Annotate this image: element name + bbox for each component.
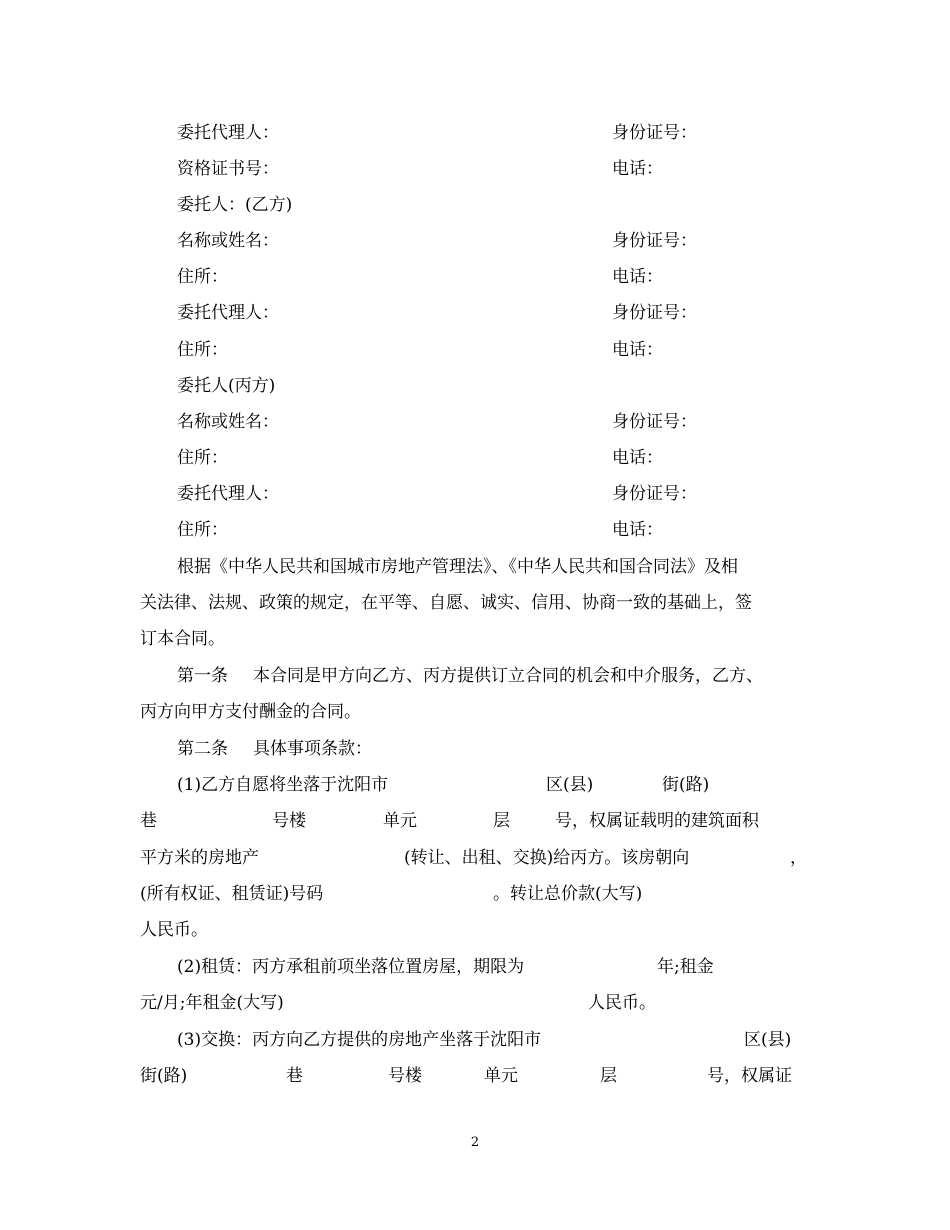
article-number: 第二条 [177,739,228,759]
item-text: 巷 [140,811,157,831]
item-text: 人民币。 [588,993,656,1013]
item-3-line [0,1024,950,1060]
article-1-line [0,696,950,732]
item-text: 号，权属证载明的建筑面积 [555,811,759,831]
party-heading [0,189,950,225]
article-number: 第一条 [177,666,228,686]
party-field-label: 委托代理人： [177,484,279,504]
page-number: 2 [470,1135,480,1150]
item-text: 层 [493,811,510,831]
party-row [0,297,950,333]
item-text: 号楼 [388,1066,422,1086]
item-text: (3)交换：丙方向乙方提供的房地产坐落于沈阳市 [177,1030,542,1050]
item-text: 层 [600,1066,617,1086]
party-field-label: 名称或姓名： [177,231,279,251]
article-text: 本合同是甲方向乙方、丙方提供订立合同的机会和中介服务，乙方、 [253,666,763,686]
item-text: 区(县) [744,1030,792,1050]
preamble-line [0,551,950,587]
party-field-label: 住所： [177,520,228,540]
preamble-text: 关法律、法规、政策的规定，在平等、自愿、诚实、信用、协商一致的基础上，签 [140,593,752,613]
party-field-label: 住所： [177,448,228,468]
party-row [0,334,950,370]
party-field-label: 身份证号： [612,231,697,251]
party-field-label: 委托代理人： [177,123,279,143]
party-row [0,406,950,442]
party-field-label: 身份证号： [612,412,697,432]
item-1-line [0,914,950,950]
item-text: (1)乙方自愿将坐落于沈阳市 [177,775,389,795]
item-text: 。转让总价款(大写) [493,884,643,904]
item-1-line [0,769,950,805]
item-text: 单元 [383,811,417,831]
item-text: (所有权证、租赁证)号码 [140,884,324,904]
item-2-line [0,987,950,1023]
item-text: 号，权属证 [707,1066,792,1086]
item-1-line [0,842,950,878]
item-text: 人民币。 [140,920,208,940]
party-heading-label: 委托人：(乙方) [177,195,293,215]
item-text: (转让、出租、交换)给丙方。该房朝向 [404,848,690,868]
party-field-label: 电话： [612,448,663,468]
party-field-label: 住所： [177,267,228,287]
item-text: 年;租金 [657,957,714,977]
item-text: 元/月;年租金(大写) [140,993,284,1013]
item-text: ， [790,848,807,868]
preamble-line [0,623,950,659]
item-3-line [0,1060,950,1096]
party-heading-label: 委托人(丙方) [177,376,276,396]
party-field-label: 委托代理人： [177,303,279,323]
party-field-label: 名称或姓名： [177,412,279,432]
party-row [0,117,950,153]
party-field-label: 身份证号： [612,303,697,323]
item-text: 街(路) [662,775,710,795]
party-field-label: 住所： [177,340,228,360]
item-text: 街(路) [140,1066,188,1086]
party-row [0,261,950,297]
item-text: 巷 [286,1066,303,1086]
party-field-label: 身份证号： [612,484,697,504]
item-text: (2)租赁：丙方承租前项坐落位置房屋，期限为 [177,957,525,977]
item-2-line [0,951,950,987]
item-1-line [0,878,950,914]
party-row [0,514,950,550]
party-field-label: 电话： [612,267,663,287]
party-row [0,153,950,189]
item-text: 单元 [484,1066,518,1086]
item-1-line [0,805,950,841]
party-heading [0,370,950,406]
article-text: 具体事项条款： [253,739,372,759]
preamble-line [0,587,950,623]
party-field-label: 资格证书号： [177,159,279,179]
article-2-heading [0,733,950,769]
party-field-label: 电话： [612,340,663,360]
article-1-line [0,660,950,696]
article-text: 丙方向甲方支付酬金的合同。 [140,702,361,722]
party-row [0,225,950,261]
party-row [0,478,950,514]
party-field-label: 身份证号： [612,123,697,143]
preamble-text: 根据《中华人民共和国城市房地产管理法》、《中华人民共和国合同法》及相 [177,557,738,577]
item-text: 平方米的房地产 [140,848,259,868]
item-text: 号楼 [272,811,306,831]
party-row [0,442,950,478]
party-field-label: 电话： [612,159,663,179]
preamble-text: 订本合同。 [140,629,225,649]
party-field-label: 电话： [612,520,663,540]
item-text: 区(县) [546,775,594,795]
